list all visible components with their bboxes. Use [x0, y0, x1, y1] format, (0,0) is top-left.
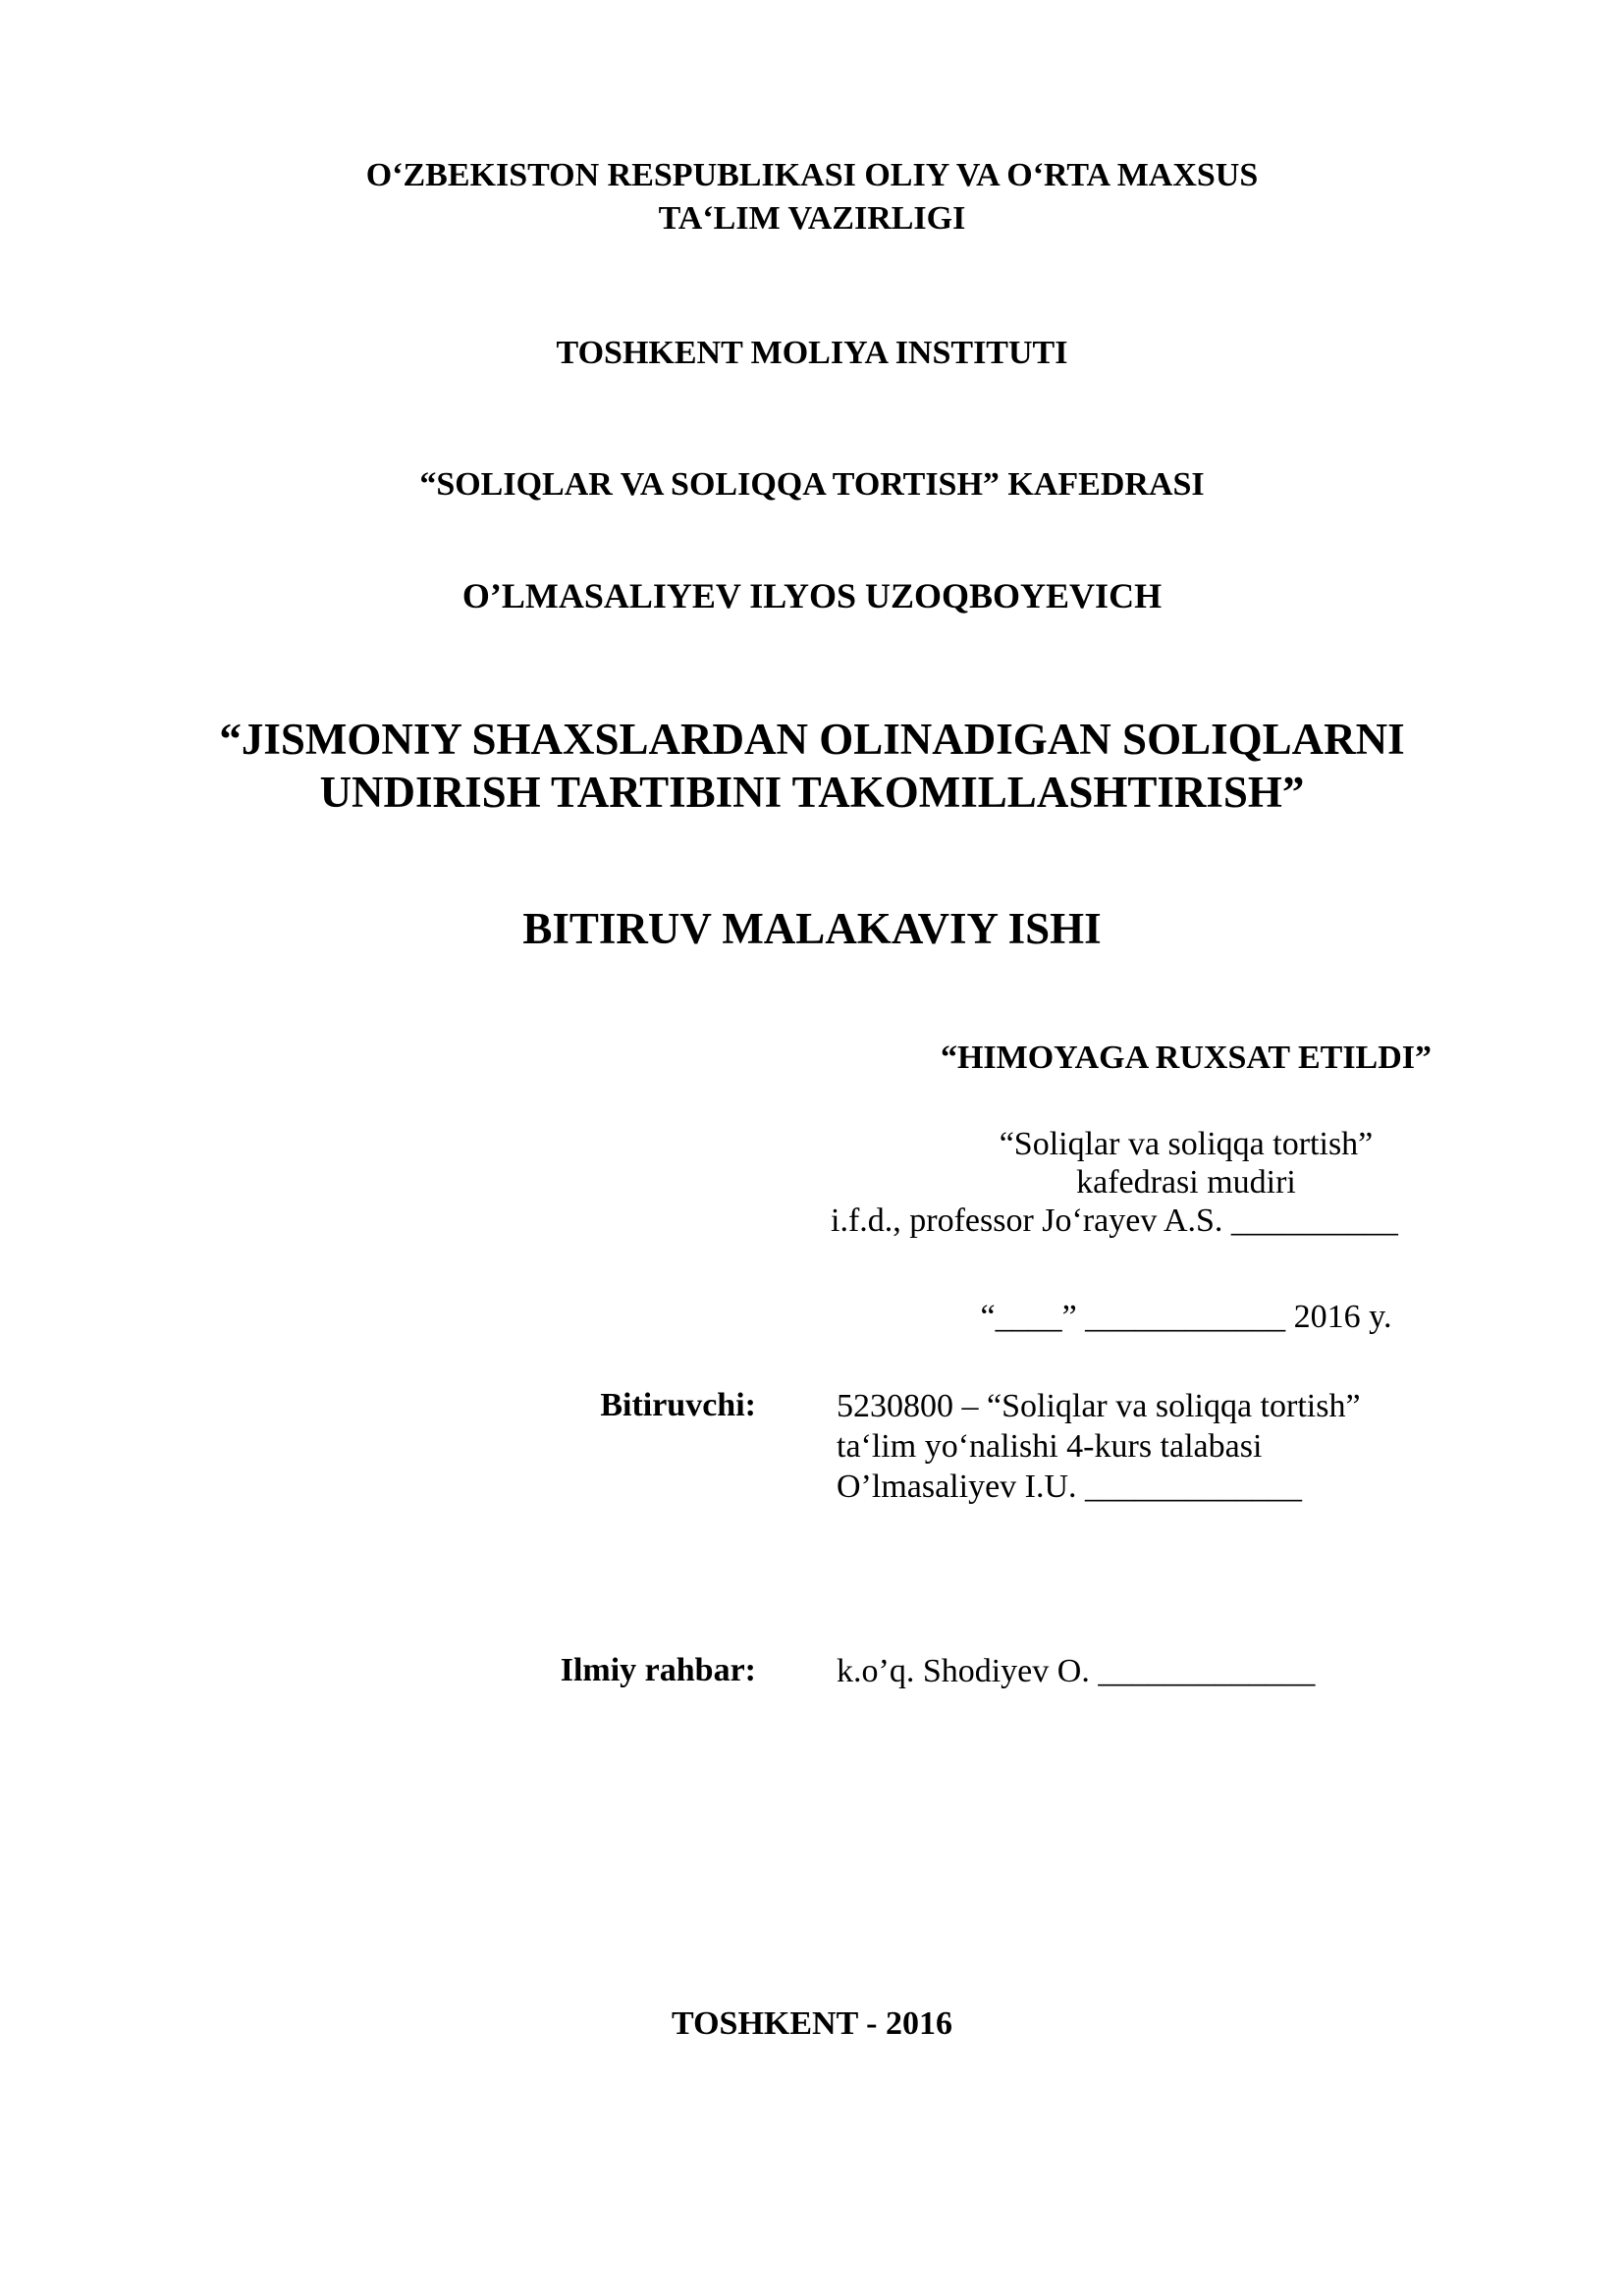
thesis-title-line-2: UNDIRISH TARTIBINI TAKOMILLASHTIRISH” [319, 768, 1305, 817]
approval-date: “____” ____________ 2016 y. [980, 1299, 1392, 1335]
approval-line-3: i.f.d., professor Jo‘rayev A.S. __________ [831, 1202, 1398, 1239]
ministry-heading [0, 154, 1624, 240]
approval-line-1: “Soliqlar va soliqqa tortish” [999, 1126, 1374, 1162]
department-name: “SOLIQLAR VA SOLIQQA TORTISH” KAFEDRASI [419, 466, 1205, 503]
advisor-details: k.o’q. Shodiyev O. _____________ [837, 1653, 1316, 1689]
city-year: TOSHKENT - 2016 [672, 2005, 952, 2042]
thesis-title-line-1: “JISMONIY SHAXSLARDAN OLINADIGAN SOLIQLARNI [219, 715, 1405, 764]
author-name: O’LMASALIYEV ILYOS UZOQBOYEVICH [461, 576, 1163, 615]
graduate-line-1: 5230800 – “Soliqlar va soliqqa tortish” [837, 1388, 1361, 1424]
graduate-label: Bitiruvchi: [600, 1387, 756, 1423]
institute-name: TOSHKENT MOLIYA INSTITUTI [556, 335, 1068, 371]
work-type: BITIRUV MALAKAVIY ISHI [522, 904, 1102, 953]
approval-signatory [831, 1125, 1542, 1240]
approval-line-2: kafedrasi mudiri [1076, 1164, 1296, 1201]
ministry-line-2: TA‘LIM VAZIRLIGI [658, 200, 966, 237]
graduate-details [837, 1386, 1361, 1507]
graduate-line-2: ta‘lim yo‘nalishi 4-kurs talabasi [837, 1428, 1263, 1465]
thesis-title [0, 713, 1624, 819]
approval-heading: “HIMOYAGA RUXSAT ETILDI” [940, 1040, 1433, 1076]
ministry-line-1: O‘ZBEKISTON RESPUBLIKASI OLIY VA O‘RTA MAXSUS [365, 157, 1259, 193]
graduate-line-3: O’lmasaliyev I.U. _____________ [837, 1468, 1303, 1505]
advisor-label: Ilmiy rahbar: [560, 1652, 756, 1688]
